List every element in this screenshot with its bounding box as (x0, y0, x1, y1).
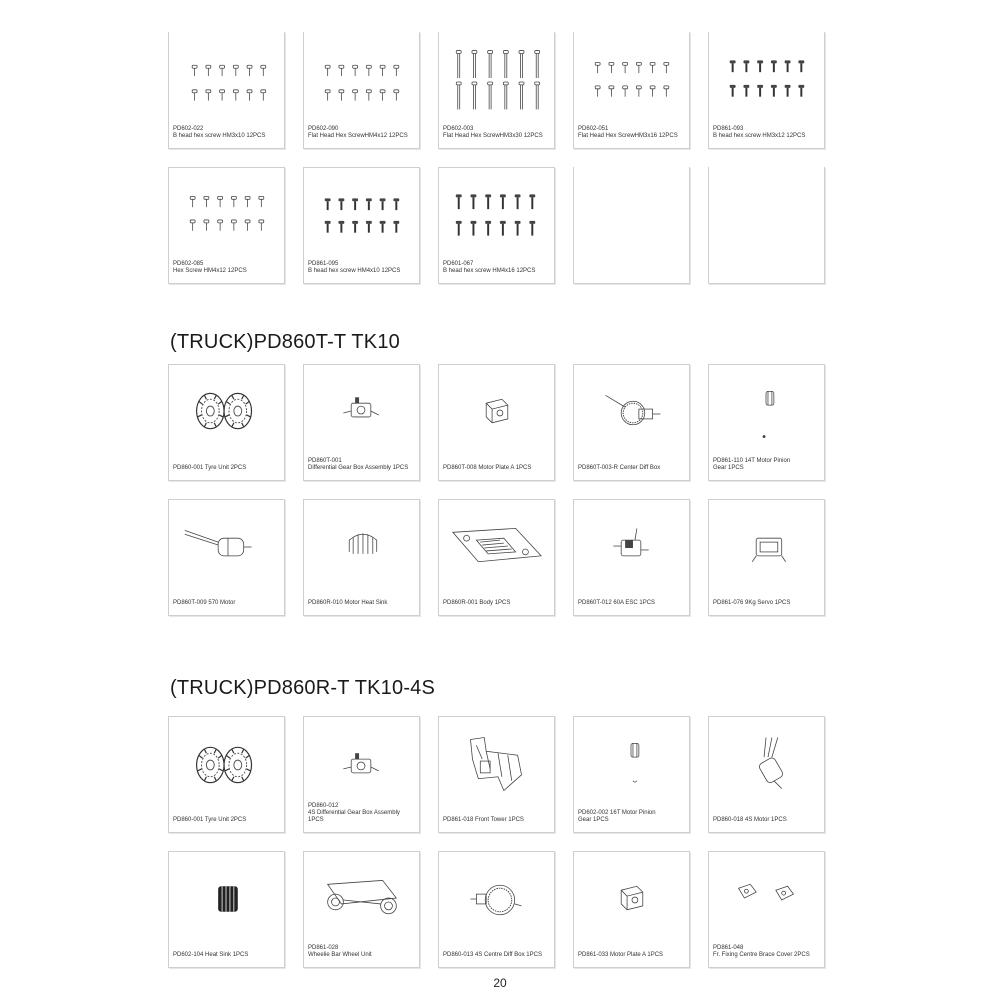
section2-parts-grid (168, 716, 825, 986)
part-caption: PD602-104 Heat Sink 1PCS (173, 952, 249, 958)
hex-screw-icon (175, 40, 278, 120)
motor-icon (715, 725, 818, 805)
page-number: 20 (493, 976, 507, 990)
part-caption: PD861-048 Fr. Fixing Centre Brace Cover 2PCS (713, 945, 810, 958)
gearbox-icon (310, 373, 413, 453)
motor-plate-icon (445, 373, 548, 453)
part-card (303, 851, 420, 968)
part-card (303, 364, 420, 481)
part-caption: PD861-033 Motor Plate A 1PCS (578, 952, 664, 958)
part-caption: PD602-002 16T Motor Pinion Gear 1PCS (578, 810, 656, 823)
part-caption: PD602-022 B head hex screw HM3x10 12PCS (173, 126, 266, 139)
gearbox-icon (310, 725, 413, 805)
part-card (168, 499, 285, 616)
tyre-icon (175, 373, 278, 453)
part-caption: PD860-012 4S Differential Gear Box Assembly 1PCS (308, 803, 400, 823)
part-card (708, 716, 825, 833)
hex-screw-icon (580, 40, 683, 120)
part-caption: PD860-001 Tyre Unit 2PCS (173, 465, 247, 471)
part-card (168, 32, 285, 149)
chassis-icon (445, 508, 548, 588)
part-caption: PD861-018 Front Tower 1PCS (443, 817, 524, 823)
hex-screw-icon (175, 176, 278, 256)
part-caption: PD860T-009 570 Motor (173, 600, 236, 606)
part-card (438, 364, 555, 481)
servo-icon (715, 508, 818, 588)
part-card (438, 851, 555, 968)
part-card (708, 32, 825, 149)
part-card (438, 499, 555, 616)
part-caption: PD861-093 B head hex screw HM3x12 12PCS (713, 126, 806, 139)
part-card (303, 716, 420, 833)
part-card (303, 32, 420, 149)
part-card (303, 499, 420, 616)
hex-screw-icon (310, 40, 413, 120)
pinion-gear-icon (715, 373, 818, 453)
part-caption: PD860R-001 Body 1PCS (443, 600, 511, 606)
hex-screw-icon (310, 176, 413, 256)
front-tower-icon (445, 725, 548, 805)
part-card (438, 167, 555, 284)
section-title: (TRUCK)PD860R-T TK10-4S (170, 677, 436, 699)
part-caption: PD860-013 4S Centre Diff Box 1PCS (443, 952, 542, 958)
part-caption: PD860R-010 Motor Heat Sink (308, 600, 388, 606)
part-card (438, 716, 555, 833)
part-caption: PD860-001 Tyre Unit 2PCS (173, 817, 247, 823)
screw-parts-grid (168, 32, 825, 302)
section-title: (TRUCK)PD860T-T TK10 (170, 331, 400, 353)
part-caption: PD860-018 4S Motor 1PCS (713, 817, 787, 823)
part-card (168, 851, 285, 968)
empty-card (708, 167, 825, 284)
part-card (438, 32, 555, 149)
part-caption: PD860T-008 Motor Plate A 1PCS (443, 465, 532, 471)
part-card (168, 364, 285, 481)
part-card (573, 364, 690, 481)
center-diff-icon (580, 373, 683, 453)
part-caption: PD860T-001 Differential Gear Box Assembly 1PCS (308, 458, 409, 471)
part-caption: PD601-067 B head hex screw HM4x16 12PCS (443, 261, 536, 274)
part-caption: PD602-085 Hex Screw HM4x12 12PCS (173, 261, 247, 274)
part-caption: PD602-090 Flat Head Hex ScrewHM4x12 12PCS (308, 126, 408, 139)
motor-plate-icon (580, 860, 683, 940)
hex-screw-icon (715, 40, 818, 120)
part-card (303, 167, 420, 284)
part-caption: PD861-095 B head hex screw HM4x10 12PCS (308, 261, 401, 274)
part-card (708, 499, 825, 616)
heatsink-icon (175, 860, 278, 940)
part-card (708, 851, 825, 968)
part-card (708, 364, 825, 481)
part-card (168, 167, 285, 284)
part-caption: PD861-076 9Kg Servo 1PCS (713, 600, 791, 606)
esc-icon (580, 508, 683, 588)
center-diff-icon (445, 860, 548, 940)
hex-screw-icon (445, 40, 548, 120)
brace-cover-icon (715, 860, 818, 940)
part-card (573, 32, 690, 149)
part-caption: PD861-028 Wheelie Bar Wheel Unit (308, 945, 372, 958)
hex-screw-icon (445, 176, 548, 256)
empty-card (573, 167, 690, 284)
part-card (168, 716, 285, 833)
part-caption: PD861-110 14T Motor Pinion Gear 1PCS (713, 458, 791, 471)
section1-parts-grid (168, 364, 825, 634)
part-card (573, 851, 690, 968)
wheelie-bar-icon (310, 860, 413, 940)
part-card (573, 499, 690, 616)
heatsink-icon (310, 508, 413, 588)
part-caption: PD860T-003-R Center Diff Box (578, 465, 661, 471)
motor-icon (175, 508, 278, 588)
part-caption: PD602-051 Flat Head Hex ScrewHM3x16 12PCS (578, 126, 678, 139)
part-caption: PD602-003 Flat Head Hex ScrewHM3x30 12PCS (443, 126, 543, 139)
pinion-gear-icon (580, 725, 683, 805)
part-card (573, 716, 690, 833)
tyre-icon (175, 725, 278, 805)
part-caption: PD860T-012 60A ESC 1PCS (578, 600, 656, 606)
